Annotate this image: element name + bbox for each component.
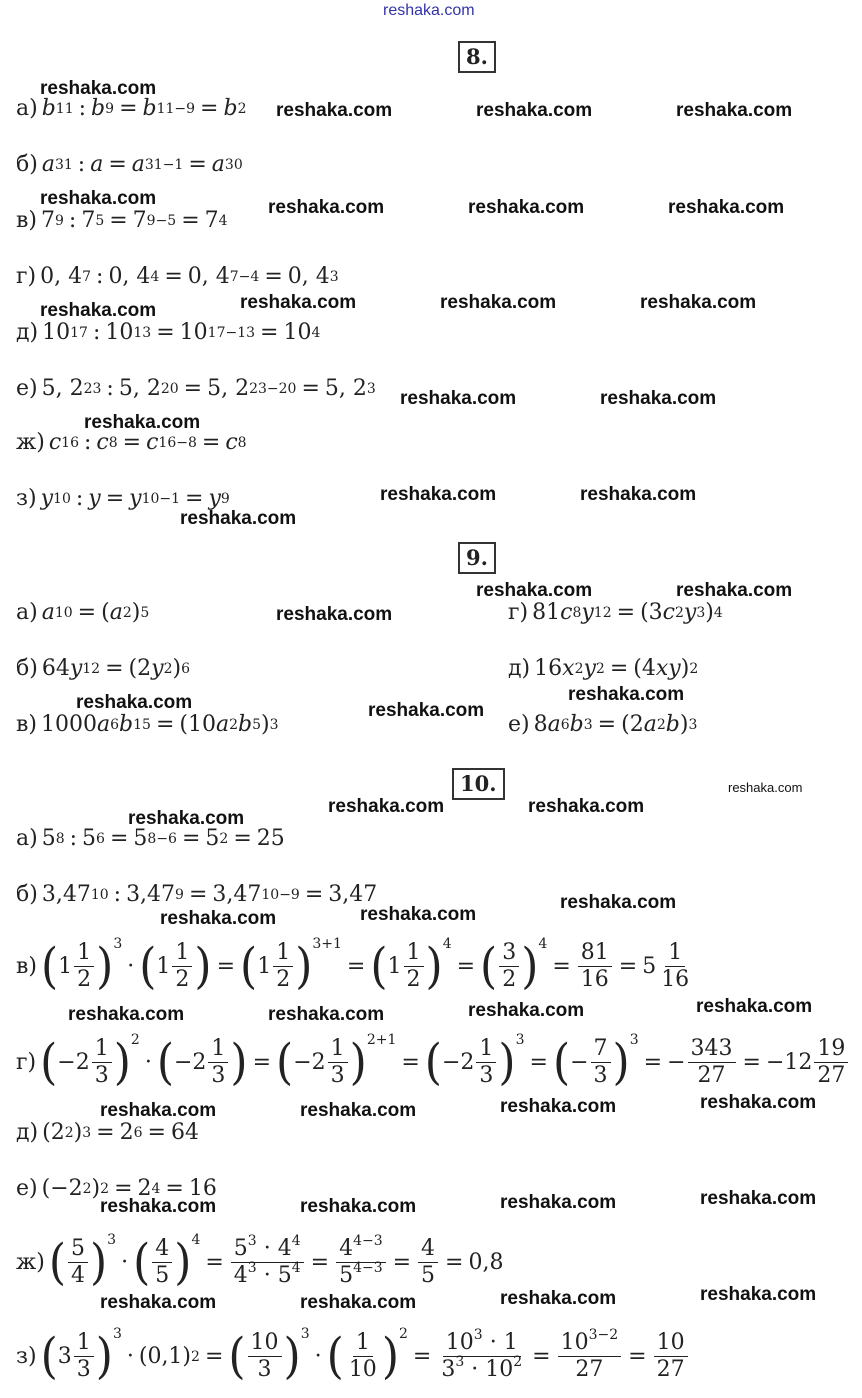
eq-9b: б) 64 y 12 = (2 y 2 ) 6 <box>16 656 190 681</box>
eq-10b: б) 3,47 10 : 3,47 9 = 3,47 10−9 = 3,47 <box>16 882 378 907</box>
section-8-number: 8. <box>458 41 496 73</box>
watermark: reshaka.com <box>640 292 757 313</box>
watermark: reshaka.com <box>100 1292 217 1313</box>
watermark: reshaka.com <box>368 700 485 721</box>
eq-8a: а) b 11 : b 9 = b 11−9 = b 2 <box>16 96 247 121</box>
watermark: reshaka.com <box>600 388 717 409</box>
label: е) <box>16 1176 38 1201</box>
watermark: reshaka.com <box>300 1196 417 1217</box>
watermark: reshaka.com <box>276 100 393 121</box>
watermark: reshaka.com <box>500 1192 617 1213</box>
watermark: reshaka.com <box>380 484 497 505</box>
watermark: reshaka.com <box>160 908 277 929</box>
section-10-number: 10. <box>452 768 505 800</box>
watermark: reshaka.com <box>100 1196 217 1217</box>
watermark: reshaka.com <box>668 197 785 218</box>
watermark: reshaka.com <box>400 388 517 409</box>
watermark: reshaka.com <box>568 684 685 705</box>
watermark: reshaka.com <box>468 197 585 218</box>
label: д) <box>508 656 531 681</box>
watermark: reshaka.com <box>476 580 593 601</box>
label: е) <box>508 712 530 737</box>
watermark: reshaka.com <box>700 1092 817 1113</box>
watermark: reshaka.com <box>100 1100 217 1121</box>
watermark: reshaka.com <box>676 100 793 121</box>
watermark: reshaka.com <box>440 292 557 313</box>
eq-10a: а) 5 8 : 5 6 = 5 8−6 = 5 2 = 25 <box>16 826 285 851</box>
watermark: reshaka.com <box>528 796 645 817</box>
watermark: reshaka.com <box>68 1004 185 1025</box>
eq-8v: в) 7 9 : 7 5 = 7 9−5 = 7 4 <box>16 208 228 233</box>
watermark: reshaka.com <box>696 996 813 1017</box>
label: д) <box>16 320 39 345</box>
label: ж) <box>16 1250 45 1275</box>
eq-9g: г) 81 c 8 y 12 = (3 c 2 y 3 ) 4 <box>508 600 723 625</box>
watermark: reshaka.com <box>240 292 357 313</box>
watermark: reshaka.com <box>500 1288 617 1309</box>
watermark: reshaka.com <box>300 1292 417 1313</box>
eq-10g: г) ( −2 $\frac{1}{3}$ ) 2 · ( −2 $\frac{1}{3}$ ) = ( −2 $\frac{1}{3}$ ) 2+1 = ( −2 $\frac{1}{3}$ ) 3 = ( − $\frac{7}{3}$ ) 3 = − $\frac{343}{27}$ = −12 $\frac{19}{27}$ <box>16 1036 850 1089</box>
label: в) <box>16 712 37 737</box>
label: е) <box>16 376 38 401</box>
watermark: reshaka.com <box>700 1284 817 1305</box>
label: ж) <box>16 430 45 455</box>
label: а) <box>16 600 38 625</box>
watermark: reshaka.com <box>580 484 697 505</box>
watermark: reshaka.com <box>500 1096 617 1117</box>
label: б) <box>16 882 38 907</box>
watermark: reshaka.com <box>360 904 477 925</box>
watermark: reshaka.com <box>268 197 385 218</box>
eq-10z: з) ( 3 $\frac{1}{3}$ ) 3 · (0,1) 2 = ( $\frac{10}{3}$ ) 3 · ( $\frac{1}{10}$ ) 2 = $\frac{10^3 \cdot 1}{3^3 \cdot 10^2}$ = $\frac{10^{3-2}}{27}$ = $\frac{10}{27}$ <box>16 1330 690 1383</box>
eq-10zh: ж) ( $\frac{5}{4}$ ) 3 · ( $\frac{4}{5}$ ) 4 = $\frac{5^3 \cdot 4^4}{4^3 \cdot 5^4}$ = $\frac{4^{4-3}}{5^{4-3}}$ = $\frac{4}{5}$ = 0,8 <box>16 1232 504 1290</box>
eq-10d: д) (2 2 ) 3 = 2 6 = 64 <box>16 1120 199 1145</box>
watermark: reshaka.com <box>76 692 193 713</box>
watermark: reshaka.com <box>728 780 803 795</box>
watermark: reshaka.com <box>560 892 677 913</box>
eq-10v: в) ( 1 $\frac{1}{2}$ ) 3 · ( 1 $\frac{1}{2}$ ) = ( 1 $\frac{1}{2}$ ) 3+1 = ( 1 $\frac{1}{2}$ ) 4 = ( $\frac{3}{2}$ ) 4 = $\frac{81}{16}$ = 5 $\frac{1}{16}$ <box>16 936 690 994</box>
watermark: reshaka.com <box>700 1188 817 1209</box>
eq-8zh: ж) c 16 : c 8 = c 16−8 = c 8 <box>16 430 247 455</box>
watermark: reshaka.com <box>128 808 245 829</box>
eq-8d: д) 10 17 : 10 13 = 10 17−13 = 10 4 <box>16 320 321 345</box>
watermark: reshaka.com <box>468 1000 585 1021</box>
eq-9d: д) 16 x 2 y 2 = (4 xy ) 2 <box>508 656 699 681</box>
label: з) <box>16 486 37 511</box>
label: в) <box>16 954 37 979</box>
eq-9e: е) 8 a 6 b 3 = (2 a 2 b ) 3 <box>508 712 698 737</box>
watermark: reshaka.com <box>276 604 393 625</box>
watermark: reshaka.com <box>676 580 793 601</box>
section-9-number: 9. <box>458 542 496 574</box>
label: а) <box>16 826 38 851</box>
eq-8g: г) 0, 4 7 : 0, 4 4 = 0, 4 7−4 = 0, 4 3 <box>16 264 339 289</box>
watermark-top[interactable]: reshaka.com <box>383 2 475 19</box>
watermark: reshaka.com <box>40 300 157 321</box>
watermark: reshaka.com <box>40 188 157 209</box>
label: д) <box>16 1120 39 1145</box>
eq-9v: в) 1000 a 6 b 15 = (10 a 2 b 5 ) 3 <box>16 712 279 737</box>
label: з) <box>16 1344 37 1369</box>
label: б) <box>16 656 38 681</box>
watermark: reshaka.com <box>476 100 593 121</box>
watermark: reshaka.com <box>180 508 297 529</box>
eq-8e: е) 5, 2 23 : 5, 2 20 = 5, 2 23−20 = 5, 2 3 <box>16 376 376 401</box>
label: г) <box>16 1050 37 1075</box>
eq-8z: з) y 10 : y = y 10−1 = y 9 <box>16 486 230 511</box>
label: б) <box>16 152 38 177</box>
watermark: reshaka.com <box>268 1004 385 1025</box>
label: г) <box>508 600 529 625</box>
watermark: reshaka.com <box>300 1100 417 1121</box>
eq-10e: е) (−2 2 ) 2 = 2 4 = 16 <box>16 1176 217 1201</box>
label: в) <box>16 208 37 233</box>
label: г) <box>16 264 37 289</box>
label: а) <box>16 96 38 121</box>
watermark: reshaka.com <box>328 796 445 817</box>
eq-8b: б) a 31 : a = a 31−1 = a 30 <box>16 152 243 177</box>
watermark: reshaka.com <box>40 78 157 99</box>
eq-9a: а) a 10 = ( a 2 ) 5 <box>16 600 150 625</box>
watermark: reshaka.com <box>84 412 201 433</box>
